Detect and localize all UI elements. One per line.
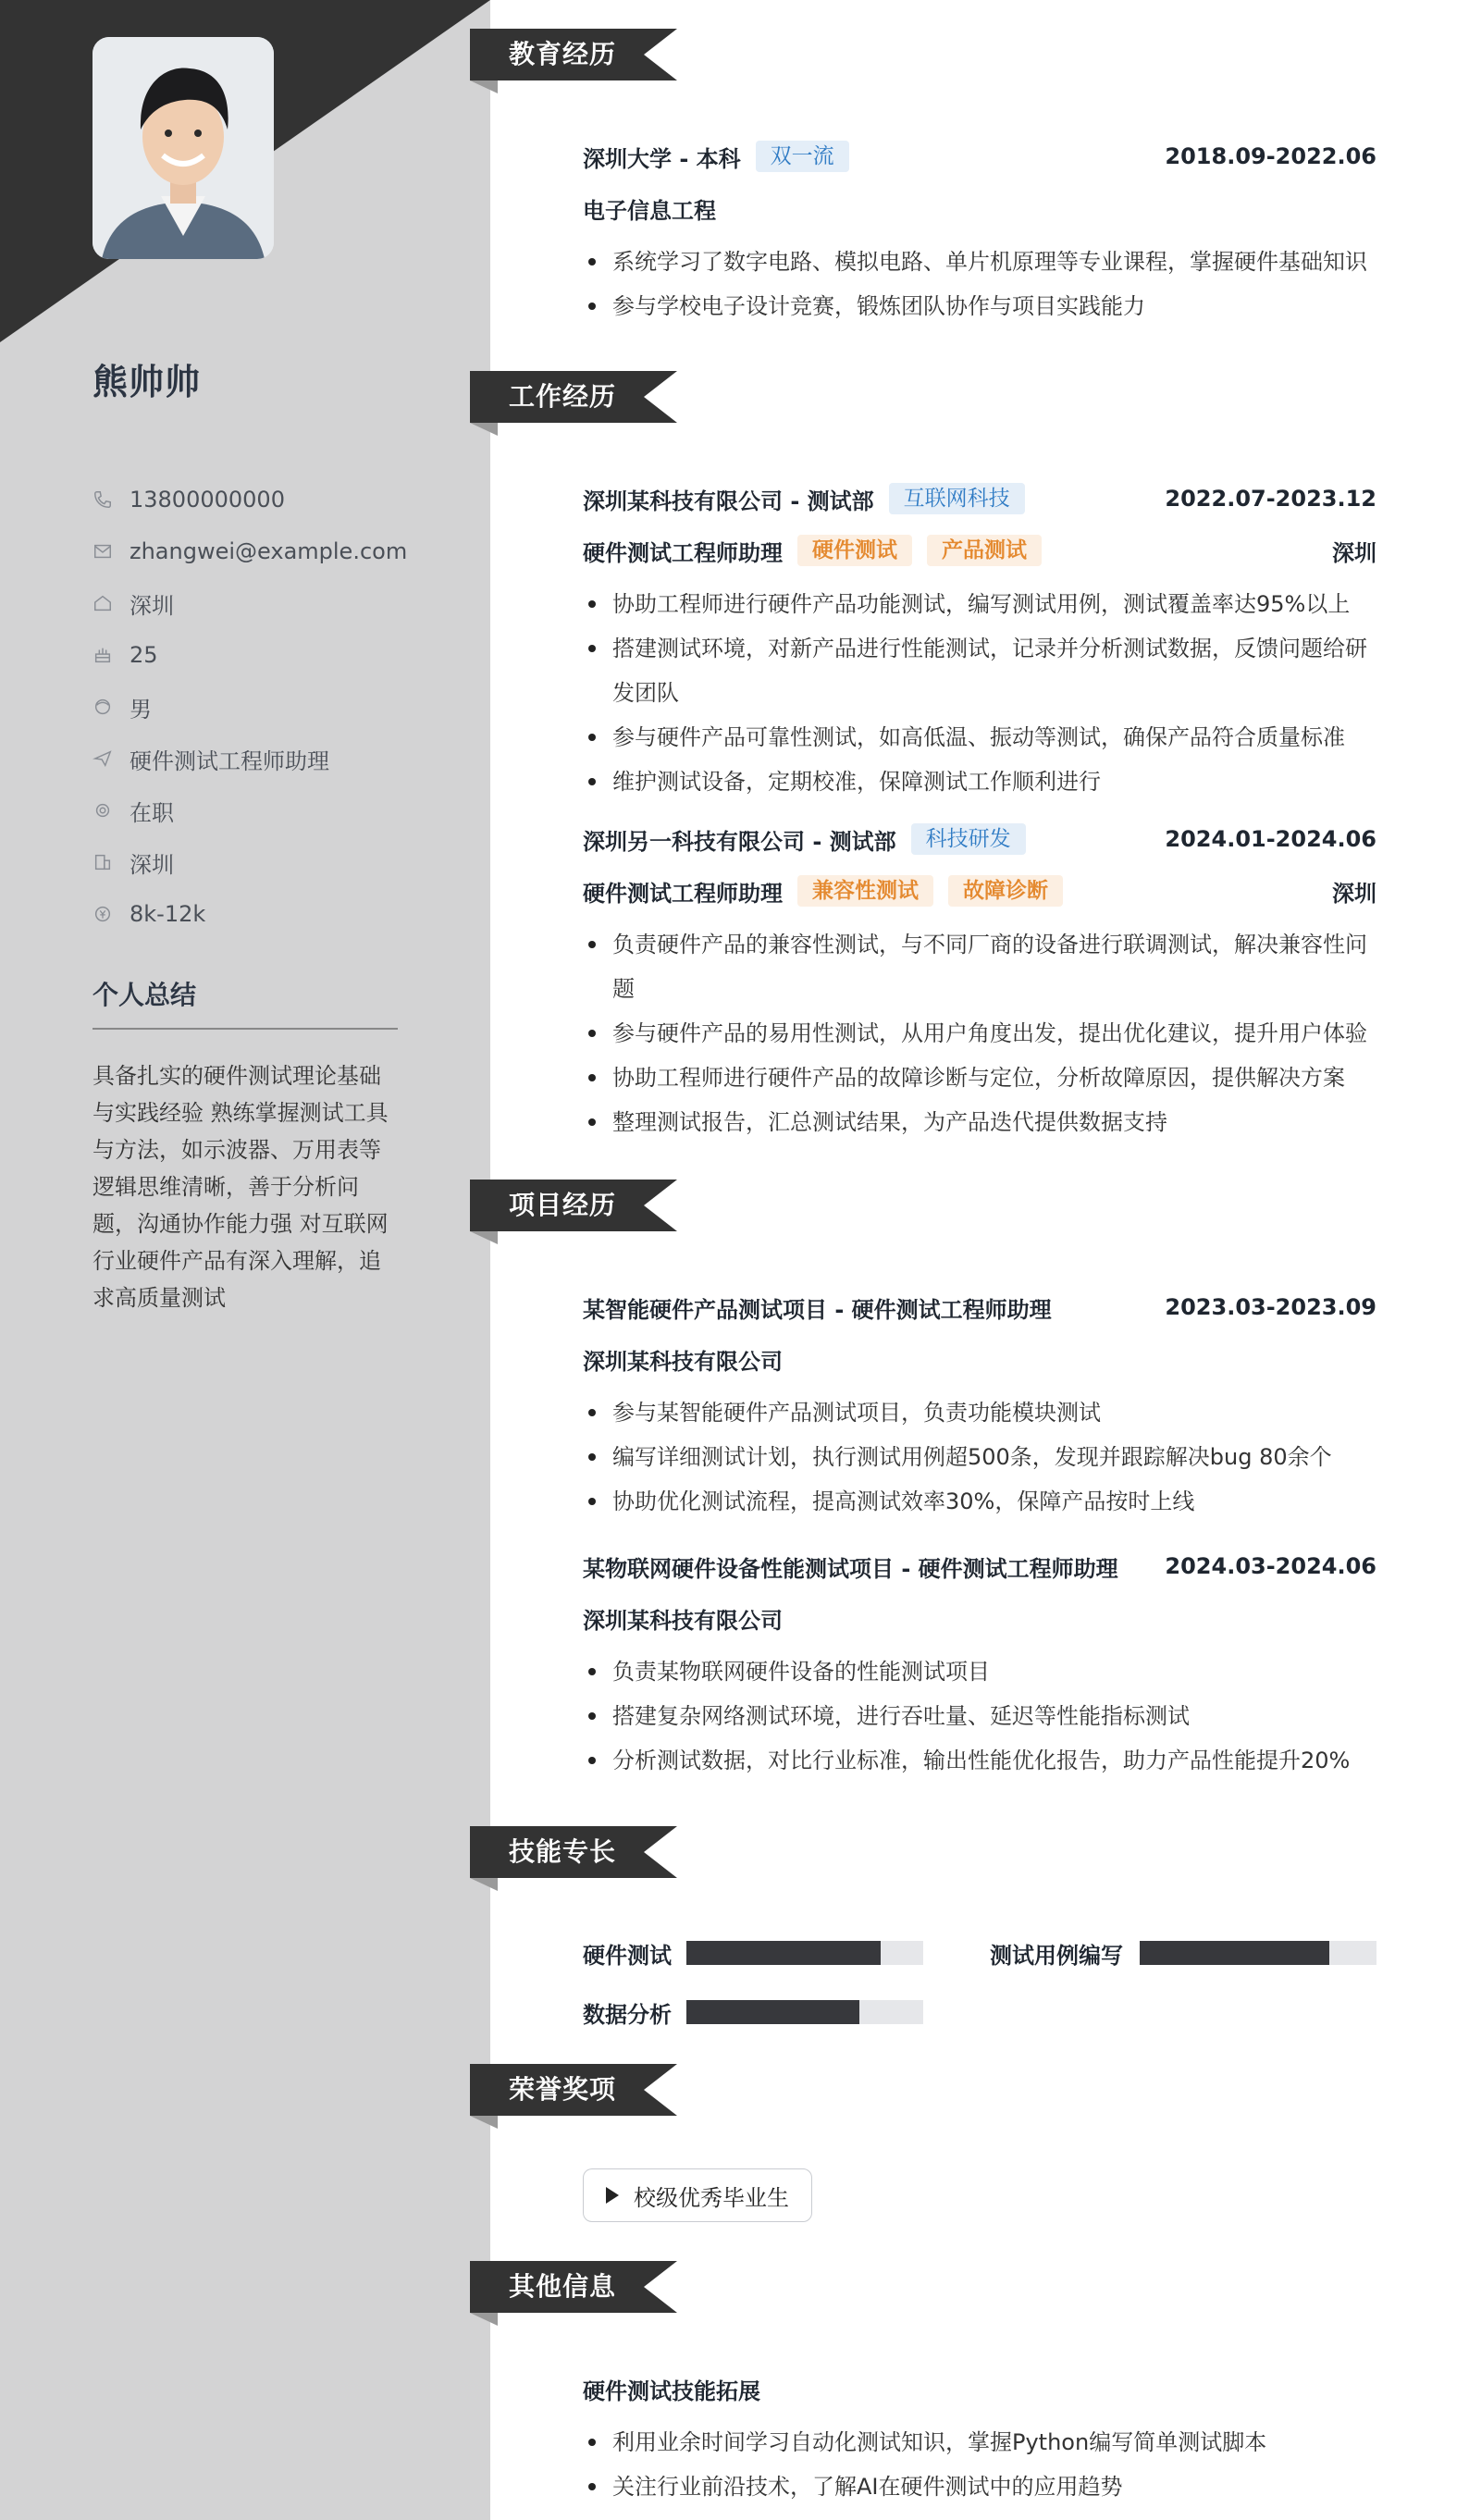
work-date: 2022.07-2023.12 bbox=[1165, 486, 1376, 512]
section-title-work: 工作经历 bbox=[509, 381, 617, 412]
contact-email bbox=[93, 525, 407, 577]
skill-name: 硬件测试 bbox=[583, 1942, 672, 1969]
list-item: 参与某智能硬件产品测试项目，负责功能模块测试 bbox=[583, 1390, 1376, 1435]
education-entry bbox=[583, 130, 1376, 328]
mail-icon bbox=[93, 541, 113, 562]
project-date: 2024.03-2024.06 bbox=[1165, 1553, 1376, 1579]
salary-icon bbox=[93, 904, 113, 924]
play-icon bbox=[606, 2187, 619, 2204]
project-company: 深圳某科技有限公司 bbox=[583, 1607, 783, 1634]
section-header-skills bbox=[470, 1826, 677, 1891]
skill-item bbox=[583, 1998, 953, 2026]
section-header-projects bbox=[470, 1180, 677, 1244]
work-tag: 互联网科技 bbox=[889, 483, 1025, 514]
section-title-education: 教育经历 bbox=[509, 39, 617, 69]
contact-list bbox=[93, 474, 407, 940]
skill-bar-track bbox=[1140, 1941, 1376, 1965]
project-entry bbox=[583, 1540, 1376, 1783]
skill-bar-fill bbox=[686, 2000, 859, 2024]
section-title-other: 其他信息 bbox=[509, 2271, 617, 2302]
contact-status-value: 在职 bbox=[130, 799, 174, 826]
section-title-projects: 项目经历 bbox=[509, 1190, 617, 1220]
summary-text: 具备扎实的硬件测试理论基础与实践经验 熟练掌握测试工具与方法，如示波器、万用表等 逻辑思维清晰，善于分析问题，沟通协作能力强 对互联网行业硬件产品有深入理解，追求高质量测试 bbox=[93, 1063, 389, 1311]
work-entry bbox=[583, 813, 1376, 1144]
list-item: 参与学校电子设计竞赛，锻炼团队协作与项目实践能力 bbox=[583, 284, 1376, 328]
list-item: 负责某物联网硬件设备的性能测试项目 bbox=[583, 1649, 1376, 1694]
contact-age-value: 25 bbox=[130, 642, 158, 668]
list-item: 分析测试数据，对比行业标准，输出性能优化报告，助力产品性能提升20% bbox=[583, 1738, 1376, 1783]
list-item: 协助优化测试流程，提高测试效率30%，保障产品按时上线 bbox=[583, 1479, 1376, 1524]
cake-icon bbox=[93, 645, 113, 665]
project-title: 某智能硬件产品测试项目 - 硬件测试工程师助理 bbox=[583, 1296, 1052, 1323]
main-content bbox=[490, 0, 1469, 2520]
skill-bar-fill bbox=[1140, 1941, 1329, 1965]
education-school: 深圳大学 - 本科 bbox=[583, 145, 741, 172]
other-entry bbox=[583, 2363, 1376, 2509]
contact-city-value: 深圳 bbox=[130, 592, 174, 619]
skill-item bbox=[583, 1939, 953, 1967]
send-icon bbox=[93, 748, 113, 769]
contact-salary bbox=[93, 888, 407, 940]
phone-icon bbox=[93, 489, 113, 510]
skill-bar-track bbox=[686, 1941, 923, 1965]
project-date: 2023.03-2023.09 bbox=[1165, 1294, 1376, 1320]
education-date: 2018.09-2022.06 bbox=[1165, 143, 1376, 169]
work-city: 深圳 bbox=[1332, 539, 1376, 566]
skill-name: 数据分析 bbox=[583, 2001, 672, 2028]
work-role: 硬件测试工程师助理 bbox=[583, 539, 783, 566]
contact-phone bbox=[93, 474, 407, 525]
list-item: 协助工程师进行硬件产品功能测试，编写测试用例，测试覆盖率达95%以上 bbox=[583, 582, 1376, 626]
contact-age bbox=[93, 629, 407, 681]
skill-bar-track bbox=[686, 2000, 923, 2024]
list-item: 参与硬件产品的易用性测试，从用户角度出发，提出优化建议，提升用户体验 bbox=[583, 1011, 1376, 1056]
contact-position bbox=[93, 733, 407, 784]
award-item bbox=[583, 2168, 812, 2222]
skill-item bbox=[990, 1939, 1378, 1967]
work-city: 深圳 bbox=[1332, 880, 1376, 907]
contact-work-city-value: 深圳 bbox=[130, 851, 174, 878]
section-header-awards bbox=[470, 2064, 677, 2129]
project-entry bbox=[583, 1281, 1376, 1524]
list-item: 关注行业前沿技术，了解AI在硬件测试中的应用趋势 bbox=[583, 2464, 1376, 2509]
skill-bar-fill bbox=[686, 1941, 881, 1965]
contact-gender-value: 男 bbox=[130, 696, 152, 723]
gender-icon bbox=[93, 697, 113, 717]
section-header-work bbox=[470, 371, 677, 436]
list-item: 系统学习了数字电路、模拟电路、单片机原理等专业课程，掌握硬件基础知识 bbox=[583, 240, 1376, 284]
other-title: 硬件测试技能拓展 bbox=[583, 2378, 760, 2404]
building-icon bbox=[93, 852, 113, 872]
list-item: 参与硬件产品可靠性测试，如高低温、振动等测试，确保产品符合质量标准 bbox=[583, 715, 1376, 760]
section-header-education bbox=[470, 29, 677, 93]
sidebar bbox=[0, 0, 490, 2520]
contact-email-value: zhangwei@example.com bbox=[130, 538, 408, 564]
award-label: 校级优秀毕业生 bbox=[634, 2184, 789, 2211]
work-tag: 科技研发 bbox=[911, 823, 1026, 855]
contact-gender bbox=[93, 681, 407, 733]
list-item: 搭建复杂网络测试环境，进行吞吐量、延迟等性能指标测试 bbox=[583, 1694, 1376, 1738]
contact-status bbox=[93, 784, 407, 836]
avatar bbox=[93, 37, 274, 259]
work-company: 深圳另一科技有限公司 - 测试部 bbox=[583, 828, 896, 855]
skill-tag: 兼容性测试 bbox=[797, 875, 933, 907]
skill-tag: 产品测试 bbox=[927, 535, 1042, 566]
contact-work-city bbox=[93, 836, 407, 888]
list-item: 利用业余时间学习自动化测试知识，掌握Python编写简单测试脚本 bbox=[583, 2420, 1376, 2464]
contact-position-value: 硬件测试工程师助理 bbox=[130, 747, 329, 774]
list-item: 整理测试报告，汇总测试结果，为产品迭代提供数据支持 bbox=[583, 1100, 1376, 1144]
education-major: 电子信息工程 bbox=[583, 197, 716, 224]
summary-divider bbox=[93, 1028, 398, 1030]
list-item: 协助工程师进行硬件产品的故障诊断与定位，分析故障原因，提供解决方案 bbox=[583, 1056, 1376, 1100]
skill-tag: 故障诊断 bbox=[948, 875, 1063, 907]
list-item: 负责硬件产品的兼容性测试，与不同厂商的设备进行联调测试，解决兼容性问题 bbox=[583, 922, 1376, 1011]
work-date: 2024.01-2024.06 bbox=[1165, 826, 1376, 852]
contact-salary-value: 8k-12k bbox=[130, 901, 206, 927]
contact-phone-value: 13800000000 bbox=[130, 487, 285, 513]
profile-name: 熊帅帅 bbox=[93, 362, 202, 402]
status-icon bbox=[93, 800, 113, 821]
list-item: 搭建测试环境，对新产品进行性能测试，记录并分析测试数据，反馈问题给研发团队 bbox=[583, 626, 1376, 715]
section-header-other bbox=[470, 2261, 677, 2326]
list-item: 维护测试设备，定期校准，保障测试工作顺利进行 bbox=[583, 760, 1376, 804]
skill-name: 测试用例编写 bbox=[990, 1942, 1123, 1969]
project-company: 深圳某科技有限公司 bbox=[583, 1348, 783, 1375]
section-title-awards: 荣誉奖项 bbox=[509, 2074, 617, 2105]
work-entry bbox=[583, 473, 1376, 804]
work-role: 硬件测试工程师助理 bbox=[583, 880, 783, 907]
work-company: 深圳某科技有限公司 - 测试部 bbox=[583, 488, 874, 514]
skill-tag: 硬件测试 bbox=[797, 535, 912, 566]
contact-city bbox=[93, 577, 407, 629]
section-title-skills: 技能专长 bbox=[509, 1836, 617, 1867]
project-title: 某物联网硬件设备性能测试项目 - 硬件测试工程师助理 bbox=[583, 1555, 1118, 1582]
home-icon bbox=[93, 593, 113, 613]
education-tag: 双一流 bbox=[756, 141, 849, 172]
list-item: 编写详细测试计划，执行测试用例超500条，发现并跟踪解决bug 80余个 bbox=[583, 1435, 1376, 1479]
summary-title: 个人总结 bbox=[93, 980, 197, 1010]
